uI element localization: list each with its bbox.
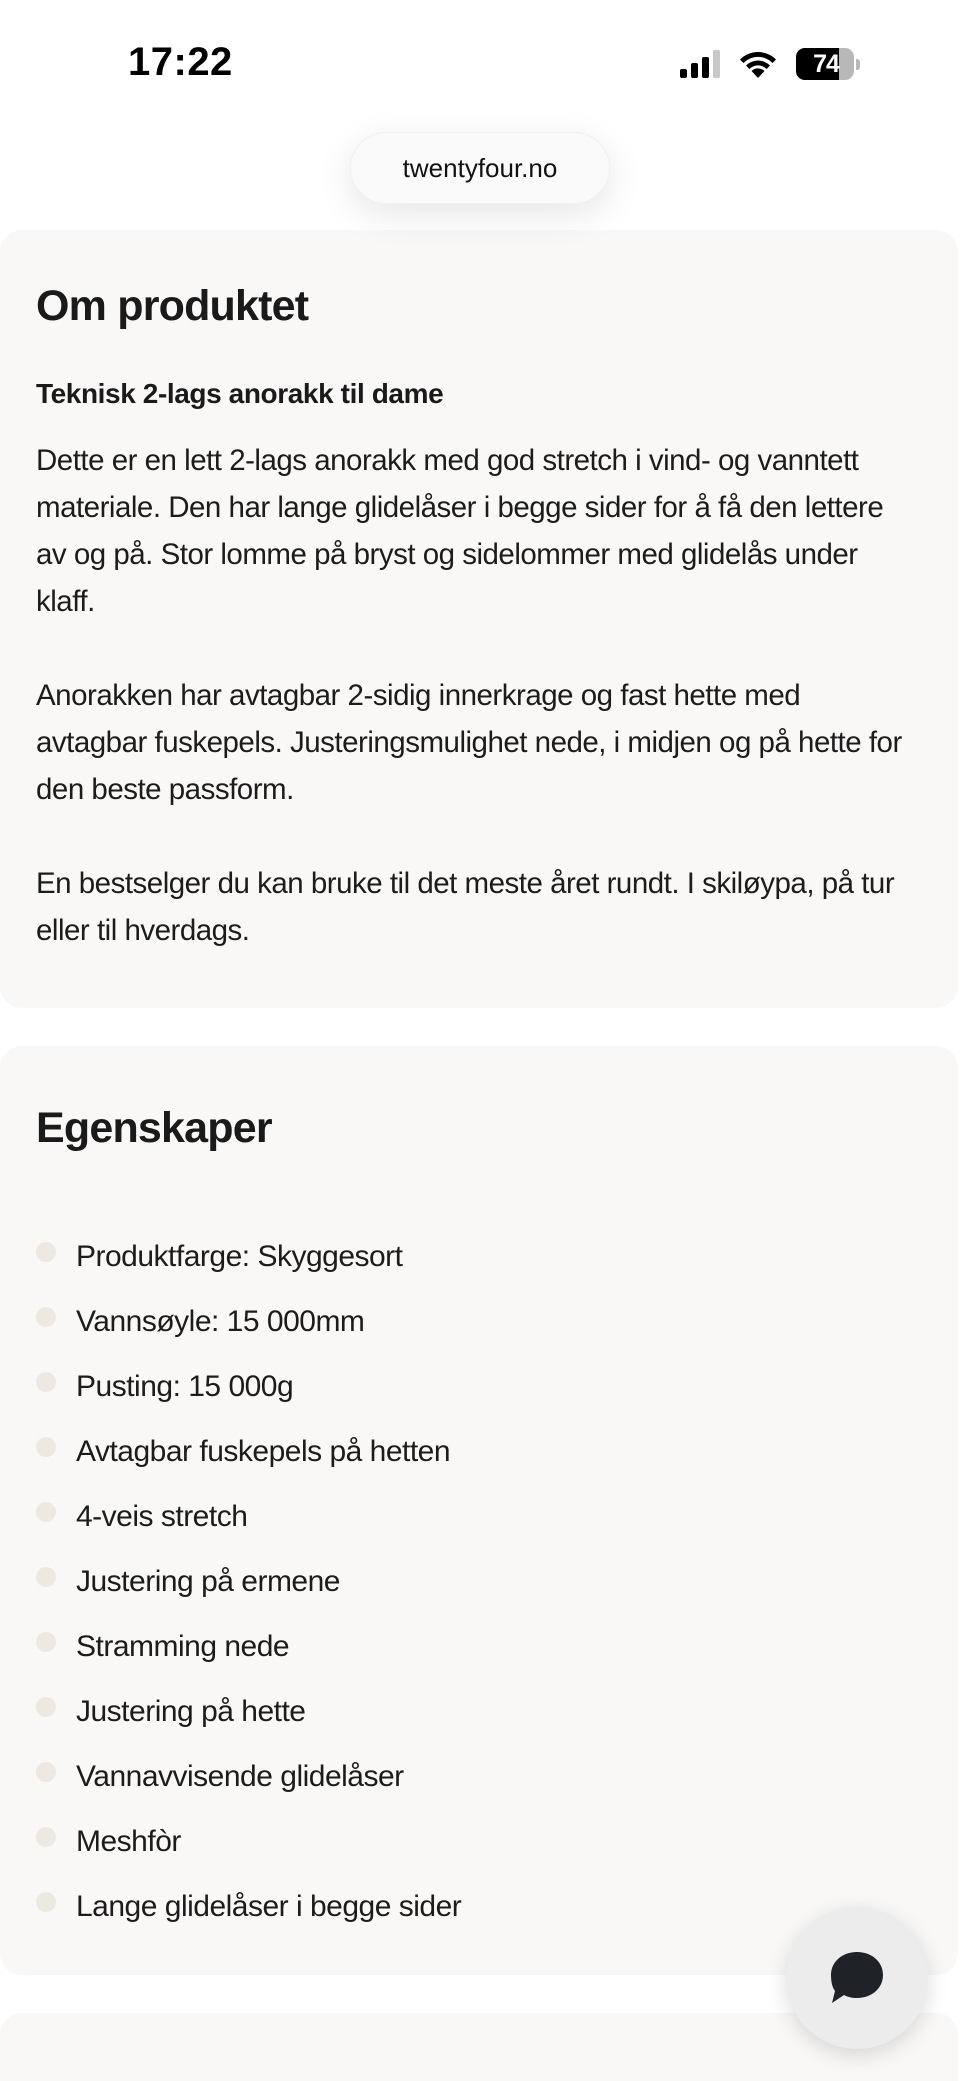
about-subtitle: Teknisk 2-lags anorakk til dame [36,378,444,409]
features-title: Egenskaper [36,1104,272,1152]
status-time: 17:22 [128,40,233,84]
feature-item [36,1679,461,1744]
chat-bubble-icon [826,1948,888,2008]
feature-text: Vannavvisende glidelåser [76,1759,404,1793]
feature-text: Justering på hette [76,1694,306,1728]
feature-text: Produktfarge: Skyggesort [76,1239,403,1273]
feature-text: Stramming nede [76,1629,290,1663]
chat-button[interactable] [786,1907,928,2049]
feature-text: Meshfòr [76,1824,181,1858]
feature-text: 4-veis stretch [76,1499,248,1533]
feature-text: Avtagbar fuskepels på hetten [76,1434,451,1468]
feature-list [36,1224,461,1939]
wifi-icon [738,49,778,79]
bullet-icon [36,1567,56,1587]
bullet-icon [36,1437,56,1457]
feature-text: Pusting: 15 000g [76,1369,294,1403]
status-bar [0,0,960,120]
bullet-icon [36,1892,56,1912]
description-paragraph: Dette er en lett 2-lags anorakk med god stretch i vind- og vanntett materiale. Den har lange glidelåser i begge sider for å få den lettere av og på. Stor lomme på bryst og sidelommer med glidelås under klaff. [36,444,884,618]
battery-level: 74 [813,50,839,78]
feature-item [36,1419,461,1484]
feature-item [36,1744,461,1809]
bullet-icon [36,1307,56,1327]
bullet-icon [36,1697,56,1717]
feature-item [36,1354,461,1419]
signal-icon [680,50,720,78]
feature-item [36,1874,461,1939]
bullet-icon [36,1762,56,1782]
feature-item [36,1289,461,1354]
product-description [36,437,916,954]
feature-text: Lange glidelåser i begge sider [76,1889,462,1923]
bullet-icon [36,1502,56,1522]
bullet-icon [36,1827,56,1847]
description-paragraph: En bestselger du kan bruke til det meste året rundt. I skiløypa, på tur eller til hverdags. [36,867,895,947]
bullet-icon [36,1242,56,1262]
feature-item [36,1549,461,1614]
battery-icon [796,48,860,80]
description-paragraph: Anorakken har avtagbar 2-sidig innerkrage og fast hette med avtagbar fuskepels. Justeringsmulighet nede, i midjen og på hette for den beste passform. [36,679,902,806]
bullet-icon [36,1632,56,1652]
about-title: Om produktet [36,282,309,330]
feature-item [36,1484,461,1549]
bullet-icon [36,1372,56,1392]
feature-item [36,1809,461,1874]
feature-item [36,1614,461,1679]
feature-text: Justering på ermene [76,1564,340,1598]
status-icons [680,46,860,82]
feature-text: Vannsøyle: 15 000mm [76,1304,365,1338]
feature-item [36,1224,461,1289]
address-bar[interactable]: twentyfour.no [350,132,610,204]
